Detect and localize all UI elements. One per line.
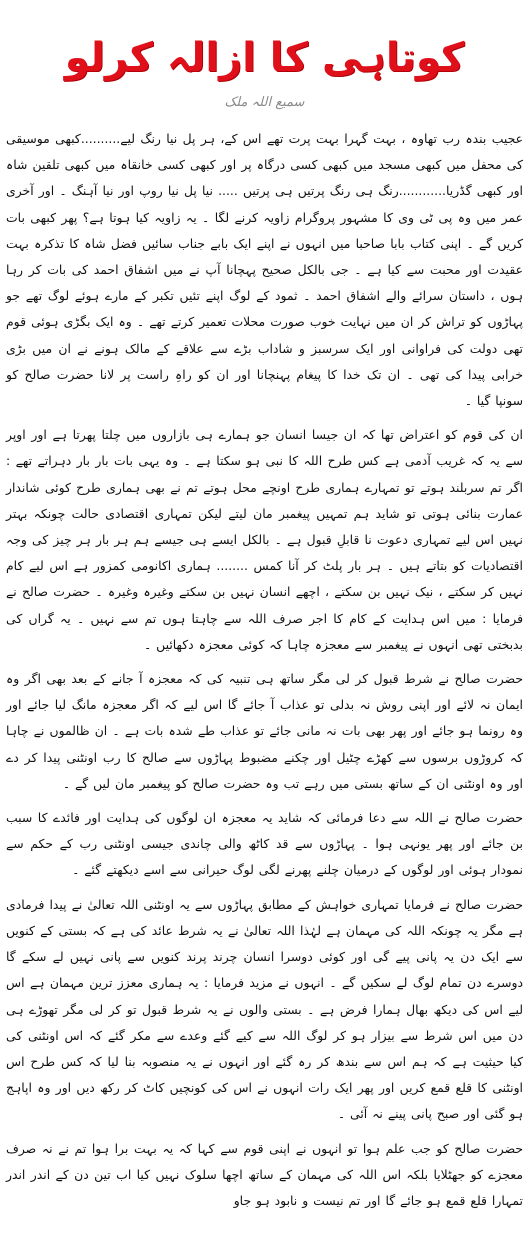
body-paragraph: ان کی قوم کو اعتراض تھا کہ ان جیسا انسان جو ہمارے ہی بازاروں میں چلتا پھرتا ہے اور اوپر سے یہ کہ غریب آدمی ہے کس طرح اللہ کا نبی ہو سکتا ہے ۔ وہ یہی بات بار بار دہراتے تھے : اگر تم سربلند ہوتے تو تمہارے ہماری طرح اونچے محل ہوتے تم نے بھی ہماری طرح کوئی شاندار عمارت بنائی ہوتی تو شاید ہم تمہیں پیغمبر مان لیتے لیکن تمہاری اقتصادی حالت چونکہ بہتر نہیں اس لیے تمہاری دعوت نا قابلِ قبول ہے ۔ بالکل ایسے ہی جیسے ہم ہر بار ہر چیز کی وجہ اقتصادیات کو بتاتے ہیں ۔ ہر بار پلٹ کر آنا کمس ........ ہماری اکانومی کمزور ہے اس لیے کام نہیں کر سکتے ، نیک نہیں بن سکتے ، اچھے انسان نہیں بن سکتے وغیرہ وغیرہ ۔ حضرت صالح نے فرمایا : میں اس ہدایت کے کام کا اجر صرف اللہ سے چاہتا ہوں تم سے نہیں ۔ یہ گراں کی بدبختی تھی انہوں نے پیغمبر سے معجزہ چاہا کہ کوئی معجزہ دکھائیں ۔ (6, 427, 523, 652)
body-paragraph: حضرت صالح نے اللہ سے دعا فرمائی کہ شاید یہ معجزہ ان لوگوں کی ہدایت اور فائدے کا سبب بن جائے اور پھر یونہی ہوا ۔ پہاڑوں سے قد کاٹھ والی چاندی جیسی اونٹنی رب کے حکم سے نمودار ہوئی اور لوگوں کے درمیان چلنے پھرنے لگی لوگ حیرانی سے اسے دیکھتے گئے ۔ (6, 810, 523, 878)
body-paragraph: حضرت صالح نے فرمایا تمہاری خواہش کے مطابق پہاڑوں سے یہ اونٹنی اللہ تعالیٰ نے پیدا فرمادی ہے مگر یہ چونکہ اللہ کی مہمان ہے لہٰذا اللہ تعالیٰ نے یہ شرط عائد کی ہے کہ بستی کے کنویں سے ایک دن یہ پانی پیے گی اور کوئی دوسرا انسان چرند پرند کنویں سے پانی نہیں لے سکے گا دوسرے دن تمام لوگ لے سکیں گے ۔ انہوں نے مزید فرمایا : یہ ہماری معزز ترین مہمان ہے اس لیے اس کی دیکھ بھال ہمارا فرض ہے ۔ بستی والوں نے یہ شرط قبول تو کر لی مگر تھوڑے ہی دن میں اس شرط سے بیزار ہو کر لوگ اللہ سے کیے گئے وعدے سے مکر گئے کہ اس اونٹنی کی کیا حیثیت ہے کہ ہم اس سے بندھ کر رہ گئے اور انہوں نے یہ منصوبہ بنا لیا کہ کس طرح اس اونٹنی کا قلع قمع کریں اور پھر ایک رات انہوں نے اس کی کونچیں کاٹ کر رکھ دیں اور وہ اپاہج ہو گئی اور صبح پانی پینے نہ آئی ۔ (6, 896, 523, 1122)
author-byline: سمیع اللہ ملک (224, 95, 305, 110)
body-paragraph: حضرت صالح نے شرط قبول کر لی مگر ساتھ ہی تنبیہ کی کہ معجزہ آ جانے کے بعد بھی اگر وہ ایمان نہ لائے اور اپنی روش نہ بدلی تو عذاب آ جائے گا اس لیے کہ اگر معجزہ مانگ لیا جائے اور وہ رونما ہو جائے اور پھر بھی بات نہ مانی جائے تو عذاب طے شدہ بات ہے ۔ ان ظالموں نے چاہا کہ کروڑوں برسوں سے کھڑے چٹیل اور چکنے مضبوط پہاڑوں سے صالح کا رب اونٹنی پیدا کر دے اور وہ اونٹنی ان کے ساتھ بستی میں رہے تب وہ حضرت صالح کو پیغمبر مان لیں گے ۔ (6, 671, 523, 791)
article-title: کوتاہی کا ازالہ کرلو (64, 35, 465, 81)
body-paragraph: عجیب بندہ رب تھاوہ ، بہت گہرا بہت پرت تھے اس کے، ہر پل نیا رنگ لیے..........کبھی موسیقی کی محفل میں کبھی مسجد میں کبھی کسی درگاہ پر اور کبھی کسی خانقاہ میں کبھی تلقین شاہ اور کبھی گڈریا............رنگ ہی رنگ پرتیں ہی پرتیں ..... نیا پل نیا روپ اور نیا آہنگ ۔ اور آخری عمر میں وہ پی ٹی وی کا مشہور پروگرام زاویہ کرنے لگا ۔ یہ زاویہ کیا ہوتا ہے؟ پھر کبھی بات کریں گے ۔ اپنی کتاب بابا صاحبا میں انہوں نے اپنے ایک بابے جناب سائیں فضل شاہ کا تذکرہ بہت عقیدت اور محبت سے کیا ہے ۔ جی بالکل صحیح پہچانا آپ نے میں اشفاق احمد کی بات کر رہا ہوں ، داستان سرائے والے اشفاق احمد ۔ ثمود کے لوگ اپنے تئیں تکبر کے مارے ہوئے لوگ تھے جو پہاڑوں کو تراش کر ان میں نہایت خوب صورت محلات تعمیر کرتے تھے ۔ وہ ایک بگڑی ہوئی قوم تھی دولت کی فراوانی اور ایک سرسبز و شاداب بڑے سے علاقے کے مالک ہونے نے ان میں بڑی خرابی پیدا کی تھی ۔ ان تک خدا کا پیغام پہنچانا اور ان کو راہِ راست پر لانا حضرت صالح کو سونپا گیا ۔ (6, 131, 523, 409)
article-body (6, 126, 523, 1214)
body-paragraph: حضرت صالح کو جب علم ہوا تو انہوں نے اپنی قوم سے کہا کہ یہ بہت برا ہوا تم نے نہ صرف معجزے کو جھٹلایا بلکہ اس اللہ کی مہمان کے ساتھ اچھا سلوک نہیں کیا اب تین دن کے اندر اندر تمہارا قلع قمع ہو جائے گا اور تم نیست و نابود ہو جاو (6, 1140, 523, 1208)
